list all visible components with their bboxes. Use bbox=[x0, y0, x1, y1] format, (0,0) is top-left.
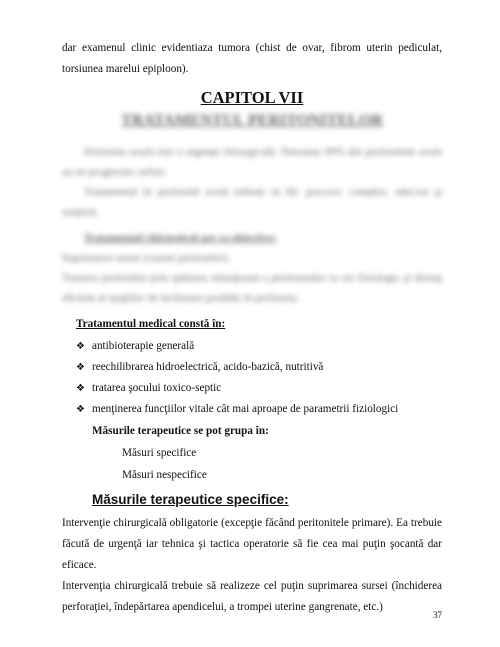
list-item: ❖ reechilibrarea hidroelectrică, acido-bazică, nutritivă bbox=[76, 357, 442, 378]
medical-treatment-list bbox=[62, 336, 442, 420]
medical-treatment-title: Tratamentul medical constă în: bbox=[76, 318, 226, 330]
chapter-title: CAPITOL VII bbox=[200, 88, 304, 107]
diamond-bullet-icon: ❖ bbox=[76, 341, 85, 352]
document-page bbox=[62, 38, 442, 618]
blurred-section bbox=[62, 110, 442, 308]
blurred-paragraph-4: Tratarea peritonitei prin spălarea minuţioasă a peritoneului cu ser fiziologic şi drenaj eficient al spaţiilor de închistare posibile în peritoneu. bbox=[62, 272, 442, 304]
list-item: ❖ tratarea şocului toxico-septic bbox=[76, 378, 442, 399]
blurred-title: TRATAMENTUL PERITONITELOR bbox=[121, 112, 383, 129]
specific-paragraph-2: Intervenţia chirurgicală trebuie să realizeze cel puţin suprimarea sursei (închiderea perforaţiei, îndepărtarea apendicelui, a trompei uterine gangrenate, etc.) bbox=[62, 580, 442, 613]
diamond-bullet-icon: ❖ bbox=[76, 383, 85, 394]
specific-measures-heading: Măsurile terapeutice specifice: bbox=[92, 492, 289, 507]
list-item: ❖ antibioterapie generală bbox=[76, 336, 442, 357]
specific-paragraph-1: Intervenţie chirurgicală obligatorie (excepţie făcând peritonitele primare). Ea trebuie făcută de urgenţă iar tehnica şi tactica operatorie să fie cea mai puţin şocantă dar eficace. bbox=[62, 517, 442, 571]
diamond-bullet-icon: ❖ bbox=[76, 404, 85, 415]
list-item: ❖ menţinerea funcţiilor vitale cât mai aproape de parametrii fiziologici bbox=[76, 399, 442, 420]
groups-heading: Măsurile terapeutice se pot grupa în: bbox=[92, 425, 269, 437]
page-number: 37 bbox=[433, 610, 442, 620]
blurred-paragraph-1: Peritonita acută este o urgenţă chirurgicală. Netratate 99% din peritonitele acute au un prognostic nefast. bbox=[62, 146, 442, 178]
blurred-paragraph-2: Tratamentul în peritonită acută trebuie să fie: precoce, complex, adecvat şi susţinut. bbox=[62, 186, 442, 218]
blurred-paragraph-3: Suprimarea sursei (cauzei peritonitei). bbox=[62, 252, 230, 264]
blurred-subtitle: Tratamentul chirurgical are ca obiective: bbox=[84, 232, 277, 244]
intro-paragraph: dar examenul clinic evidentiaza tumora (chist de ovar, fibrom uterin pediculat, torsiunea marelui epiploon). bbox=[62, 42, 442, 75]
group-item-nonspecific: Măsuri nespecifice bbox=[122, 469, 207, 481]
diamond-bullet-icon: ❖ bbox=[76, 362, 85, 373]
group-item-specific: Măsuri specifice bbox=[122, 447, 197, 459]
